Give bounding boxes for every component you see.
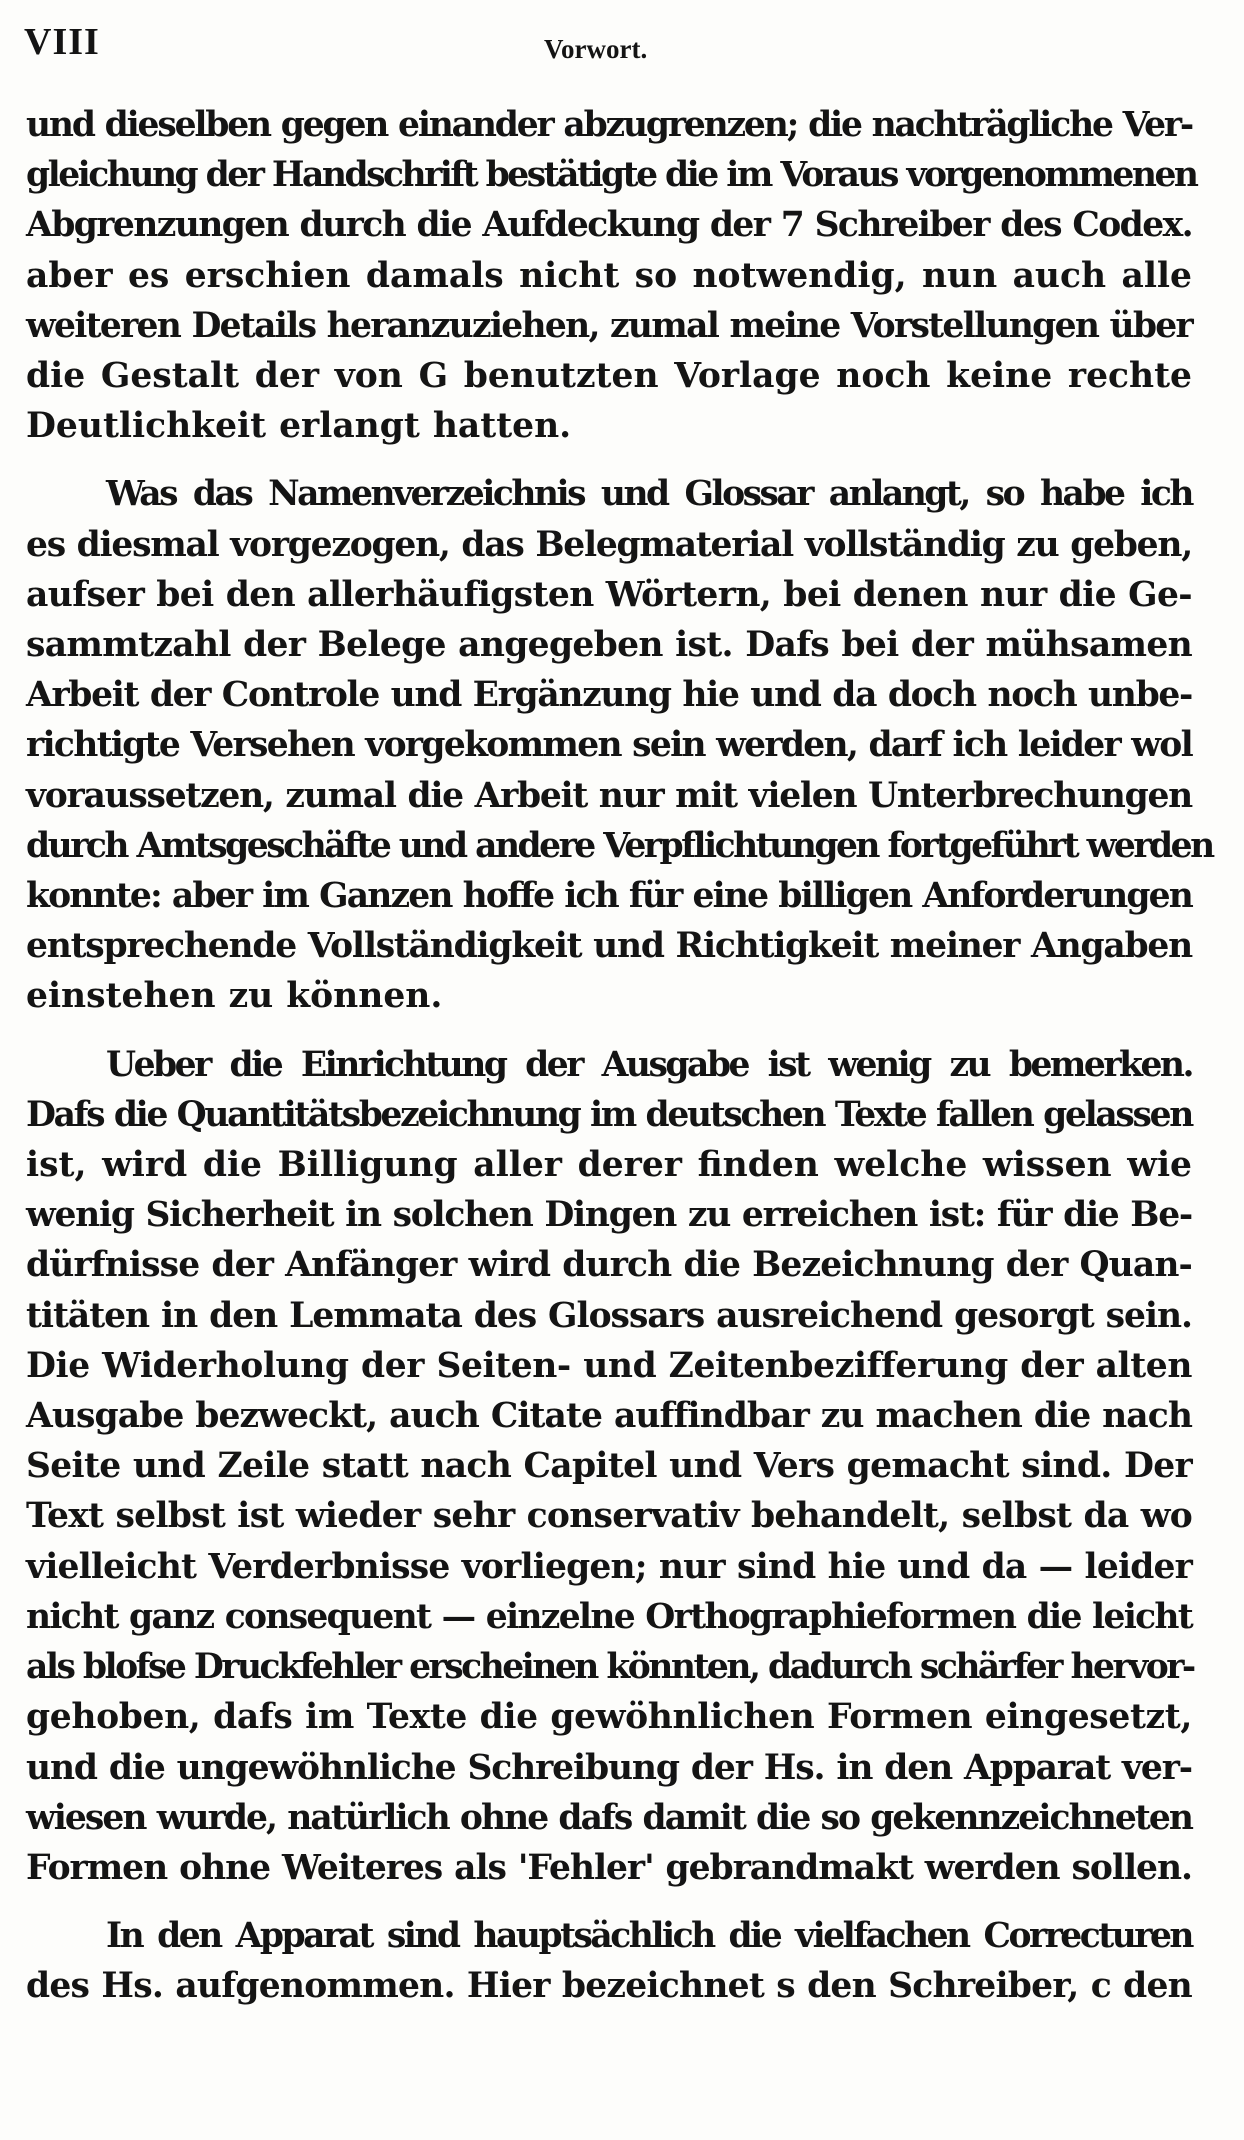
text-line: dürfnisse der Anfänger wird durch die Bezeichnung der Quan-	[26, 1245, 1192, 1286]
paragraph-2	[26, 469, 1213, 1021]
text-line: Abgrenzungen durch die Aufdeckung der 7 Schreiber des Codex.	[26, 205, 1192, 246]
text-line: Ueber die Einrichtung der Ausgabe ist wenig zu bemerken.	[106, 1044, 1192, 1085]
text-line: wiesen wurde, natürlich ohne dafs damit die so gekennzeichneten	[26, 1797, 1192, 1838]
text-line: sammtzahl der Belege angegeben ist. Dafs bei der mühsamen	[26, 625, 1192, 666]
body-text	[26, 100, 1213, 2012]
paragraph-4	[26, 1911, 1192, 2011]
text-line: als blofse Druckfehler erscheinen könnten, dadurch schärfer hervor-	[26, 1647, 1194, 1688]
text-line: konnte: aber im Ganzen hoffe ich für eine billigen Anforderungen	[26, 876, 1192, 917]
text-line: die Gestalt der von G benutzten Vorlage noch keine rechte	[26, 356, 1192, 397]
text-line: Was das Namenverzeichnis und Glossar anlangt, so habe ich	[106, 474, 1192, 515]
text-line: Deutlichkeit erlangt hatten.	[26, 406, 572, 447]
paragraph-3	[26, 1040, 1192, 1893]
text-line: Die Widerholung der Seiten- und Zeitenbezifferung der alten	[26, 1345, 1192, 1386]
text-line: gehoben, dafs im Texte die gewöhnlichen Formen eingesetzt,	[26, 1697, 1192, 1738]
running-title: Vorwort.	[544, 34, 648, 64]
text-line: entsprechende Vollständigkeit und Richtigkeit meiner Angaben	[26, 926, 1192, 967]
text-line: richtigte Versehen vorgekommen sein werden, darf ich leider wol	[26, 725, 1192, 766]
text-line: Seite und Zeile statt nach Capitel und Vers gemacht sind. Der	[26, 1446, 1192, 1487]
text-line: Formen ohne Weiteres als 'Fehler' gebrandmakt werden sollen.	[26, 1847, 1192, 1888]
text-line: Text selbst ist wieder sehr conservativ behandelt, selbst da wo	[26, 1496, 1192, 1537]
page-header	[24, 20, 1204, 70]
text-line: weiteren Details heranzuziehen, zumal meine Vorstellungen über	[26, 305, 1192, 346]
paragraph-1	[26, 100, 1197, 451]
text-line: voraussetzen, zumal die Arbeit nur mit vielen Unterbrechungen	[26, 775, 1192, 816]
text-line: In den Apparat sind hauptsächlich die vielfachen Correcturen	[106, 1916, 1192, 1957]
text-line: Ausgabe bezweckt, auch Citate auffindbar zu machen die nach	[26, 1396, 1192, 1437]
text-line: des Hs. aufgenommen. Hier bezeichnet s den Schreiber, c den	[26, 1966, 1192, 2007]
text-line: Dafs die Quantitätsbezeichnung im deutschen Texte fallen gelassen	[26, 1094, 1192, 1135]
text-line: und dieselben gegen einander abzugrenzen; die nachträgliche Ver-	[26, 105, 1192, 145]
text-line: durch Amtsgeschäfte und andere Verpflichtungen fortgeführt werden	[26, 825, 1213, 866]
text-line: aber es erschien damals nicht so notwendig, nun auch alle	[26, 255, 1192, 296]
text-line: ist, wird die Billigung aller derer finden welche wissen wie	[26, 1145, 1192, 1186]
text-line: aufser bei den allerhäufigsten Wörtern, bei denen nur die Ge-	[26, 574, 1192, 615]
text-line: vielleicht Verderbnisse vorliegen; nur sind hie und da — leider	[26, 1546, 1192, 1587]
text-line: gleichung der Handschrift bestätigte die im Voraus vorgenommenen	[26, 155, 1197, 196]
text-line: einstehen zu können.	[26, 976, 443, 1017]
text-line: es diesmal vorgezogen, das Belegmaterial vollständig zu geben,	[26, 524, 1192, 565]
text-line: und die ungewöhnliche Schreibung der Hs. in den Apparat ver-	[26, 1747, 1192, 1788]
text-line: nicht ganz consequent — einzelne Orthographieformen die leicht	[26, 1596, 1192, 1637]
text-line: Arbeit der Controle und Ergänzung hie und da doch noch unbe-	[26, 675, 1192, 716]
text-line: wenig Sicherheit in solchen Dingen zu erreichen ist: für die Be-	[26, 1195, 1192, 1236]
page-number: VIII	[24, 21, 100, 63]
text-line: titäten in den Lemmata des Glossars ausreichend gesorgt sein.	[26, 1295, 1192, 1336]
